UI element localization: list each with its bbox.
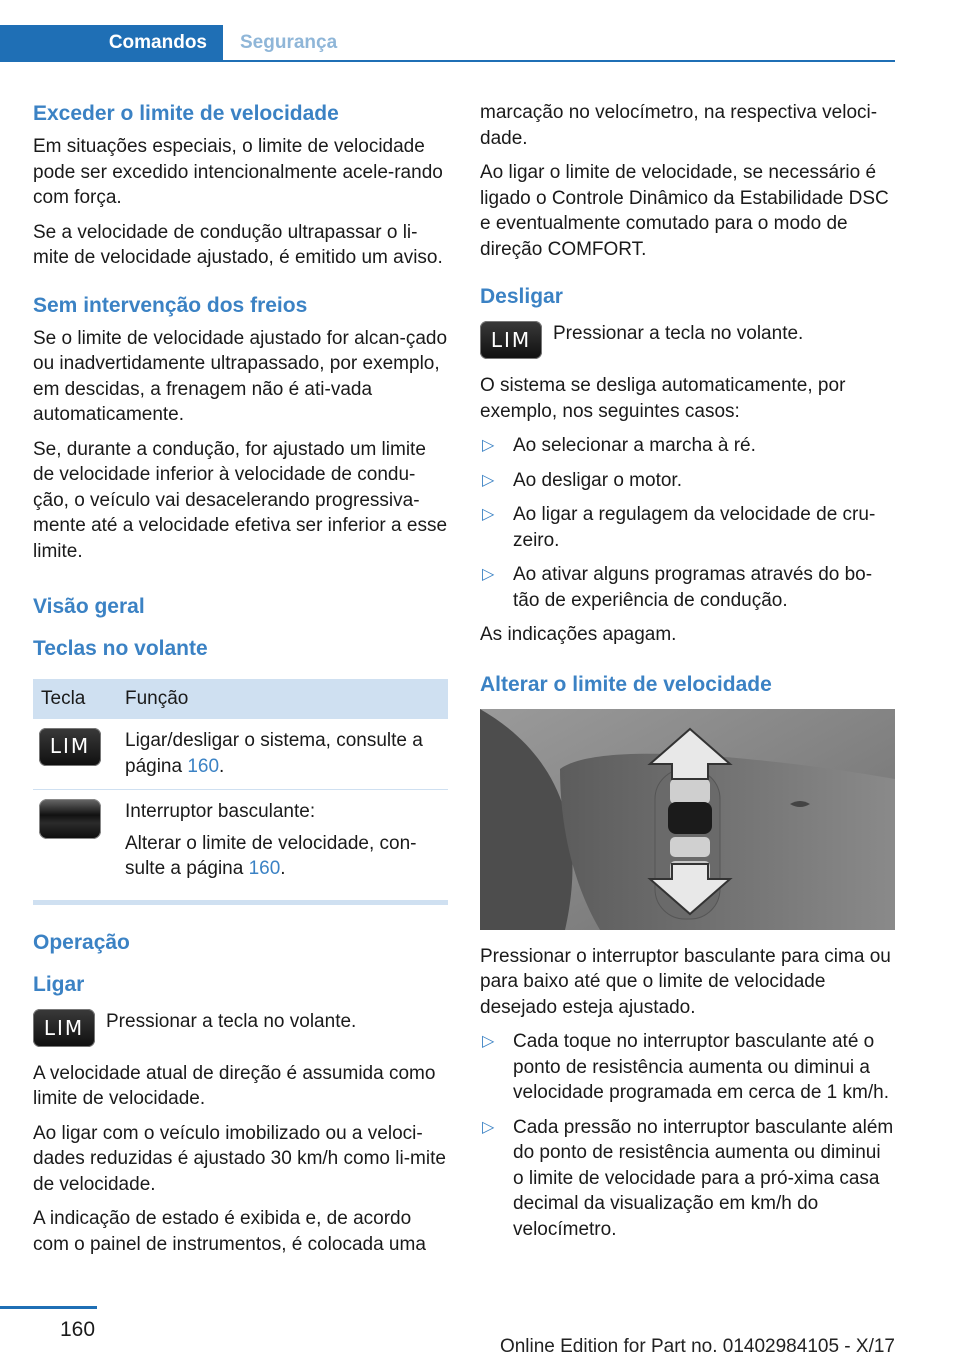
paragraph: Ao ligar com o veículo imobilizado ou a veloci-dades reduzidas é ajustado 30 km/h como li-mite de velocidade. xyxy=(33,1122,446,1195)
list-item: ▷ Cada pressão no interruptor basculante além do ponto de resistência aumenta ou diminui o limite de velocidade para a pró-xima casa decimal da visualização em km/h do velocímetro. xyxy=(482,1116,894,1240)
paragraph: A velocidade atual de direção é assumida como limite de velocidade. xyxy=(33,1062,436,1109)
col-header-funcao: Função xyxy=(117,679,448,719)
paragraph: Em situações especiais, o limite de velocidade pode ser excedido intencionalmente acele-rando com força. xyxy=(33,136,443,208)
rocker-switch-icon xyxy=(39,799,101,839)
paragraph: A indicação de estado é exibida e, de acordo com o painel de instrumentos, é colocada uma xyxy=(33,1208,426,1255)
paragraph: marcação no velocímetro, na respectiva veloci-dade. xyxy=(480,102,878,149)
triangle-bullet-icon: ▷ xyxy=(482,506,495,523)
tab-seguranca[interactable]: Segurança xyxy=(240,31,338,53)
lim-button-icon: LIM xyxy=(33,1009,95,1047)
ligar-row xyxy=(33,1009,448,1047)
heading-alterar: Alterar o limite de velocidade xyxy=(480,672,772,696)
keys-table xyxy=(33,679,448,892)
header-divider xyxy=(0,60,895,62)
edition-note: Online Edition for Part no. 01402984105 - X/17 xyxy=(499,1336,895,1357)
heading-sem-intervencao: Sem intervenção dos freios xyxy=(33,293,308,317)
list-item: ▷ Cada toque no interruptor basculante até o ponto de resistência aumenta ou diminui a velocidade programada em cerca de 1 km/h. xyxy=(482,1031,889,1103)
paragraph: Se a velocidade de condução ultrapassar o li-mite de velocidade ajustado, é emitido um aviso. xyxy=(33,221,443,268)
heading-operacao: Operação xyxy=(33,930,130,954)
desligar-row xyxy=(480,321,895,359)
heading-visao-geral: Visão geral xyxy=(33,595,145,618)
table-row: LIM Ligar/desligar o sistema, consulte a página 160. xyxy=(33,719,448,790)
page-number: 160 xyxy=(60,1318,96,1341)
triangle-bullet-icon: ▷ xyxy=(482,1033,495,1050)
page-link[interactable]: 160 xyxy=(187,755,220,777)
chapter-header xyxy=(0,25,895,62)
row-text: Alterar o limite de velocidade, con-sulte a página xyxy=(125,832,417,879)
col-header-tecla: Tecla xyxy=(33,679,117,719)
heading-ligar: Ligar xyxy=(33,972,85,996)
paragraph: Se o limite de velocidade ajustado for alcan-çado ou inadvertidamente ultrapassado, por exemplo, em descidas, a frenagem não é ati-vada automaticamente. xyxy=(33,327,448,425)
lim-button-icon: LIM xyxy=(480,321,542,359)
paragraph: Pressionar a tecla no volante. xyxy=(106,1010,357,1032)
paragraph: Ao ligar o limite de velocidade, se necessário é ligado o Controle Dinâmico da Estabilidade DSC e eventualmente comutado para o modo de direção COMFORT. xyxy=(480,162,889,260)
paragraph: Pressionar o interruptor basculante para cima ou para baixo até que o limite de velocidade desejado esteja ajustado. xyxy=(480,945,891,1018)
left-column xyxy=(33,100,448,1266)
table-end-rule xyxy=(33,900,448,905)
bullet-list-off xyxy=(480,433,895,613)
list-item: ▷ Ao ativar alguns programas através do bo-tão de experiência de condução. xyxy=(482,564,873,611)
paragraph: As indicações apagam. xyxy=(480,624,677,645)
page-link[interactable]: 160 xyxy=(248,858,281,879)
list-item: ▷ Ao desligar o motor. xyxy=(480,468,895,494)
paragraph: Pressionar a tecla no volante. xyxy=(553,323,804,344)
heading-exceder: Exceder o limite de velocidade xyxy=(33,102,339,125)
row-text: Interruptor basculante: xyxy=(125,801,316,822)
steering-wheel-image xyxy=(480,709,895,930)
table-row: Interruptor basculante: Alterar o limite de velocidade, con-sulte a página 160. xyxy=(33,790,448,892)
list-item: ▷ Ao selecionar a marcha à ré. xyxy=(480,433,895,459)
triangle-bullet-icon: ▷ xyxy=(482,437,495,454)
paragraph: Se, durante a condução, for ajustado um limite de velocidade inferior à velocidade de condu-ção, o veículo vai desacelerando progressiva-mente até a velocidade efetiva ser inferior a esse limite. xyxy=(33,438,448,562)
tab-comandos[interactable]: Comandos xyxy=(0,25,223,60)
table-header-row xyxy=(33,679,448,719)
right-column xyxy=(480,100,895,1251)
triangle-bullet-icon: ▷ xyxy=(482,471,495,489)
bullet-list-adjust xyxy=(480,1029,895,1242)
row-text: Ligar/desligar o sistema, consulte a página xyxy=(125,730,423,777)
triangle-bullet-icon: ▷ xyxy=(482,566,495,583)
lim-button-icon: LIM xyxy=(39,728,101,766)
heading-desligar: Desligar xyxy=(480,285,563,308)
list-item: ▷ Ao ligar a regulagem da velocidade de cru-zeiro. xyxy=(482,504,876,551)
footer-rule xyxy=(0,1306,97,1309)
steering-wheel-rocker-illustration xyxy=(480,709,895,930)
triangle-bullet-icon: ▷ xyxy=(482,1118,495,1136)
paragraph: O sistema se desliga automaticamente, por exemplo, nos seguintes casos: xyxy=(480,375,846,422)
heading-teclas-volante: Teclas no volante xyxy=(33,637,208,660)
